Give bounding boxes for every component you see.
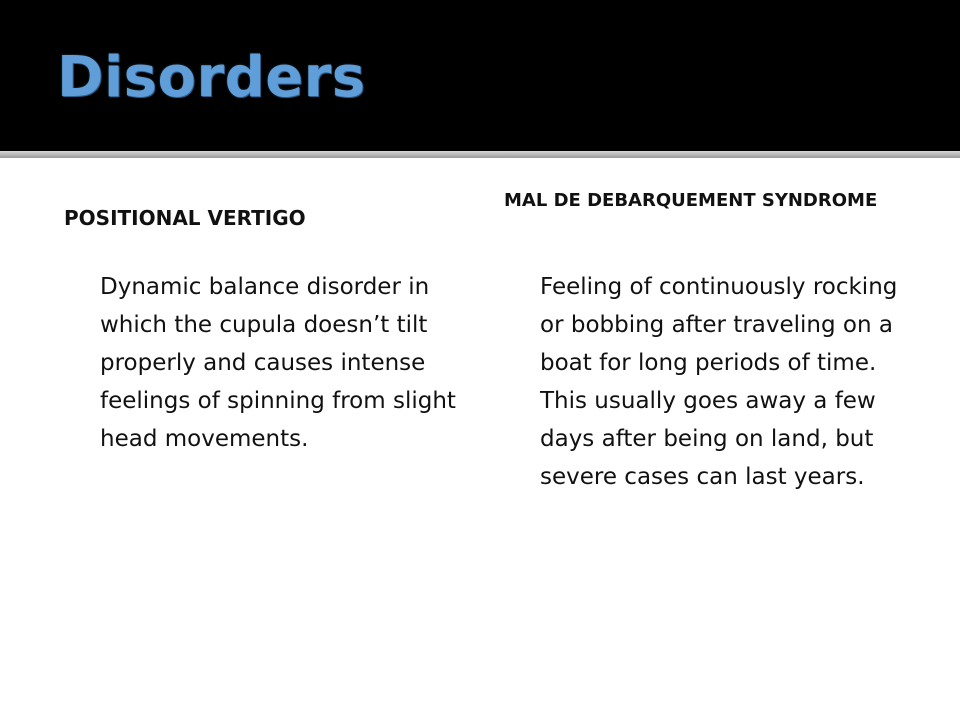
title-divider	[0, 151, 960, 158]
slide-title: Disorders	[57, 45, 366, 110]
left-column-body: Dynamic balance disorder in which the cupula doesn’t tilt properly and causes intense feelings of spinning from slight head movements.	[100, 274, 456, 452]
left-column-heading: POSITIONAL VERTIGO	[64, 206, 306, 230]
right-column-heading: MAL DE DEBARQUEMENT SYNDROME	[504, 190, 878, 211]
content-area	[0, 158, 960, 720]
right-column-body: Feeling of continuously rocking or bobbing after traveling on a boat for long periods of time. This usually goes away a few days after being on land, but severe cases can last years.	[540, 274, 898, 490]
title-band	[0, 0, 960, 152]
